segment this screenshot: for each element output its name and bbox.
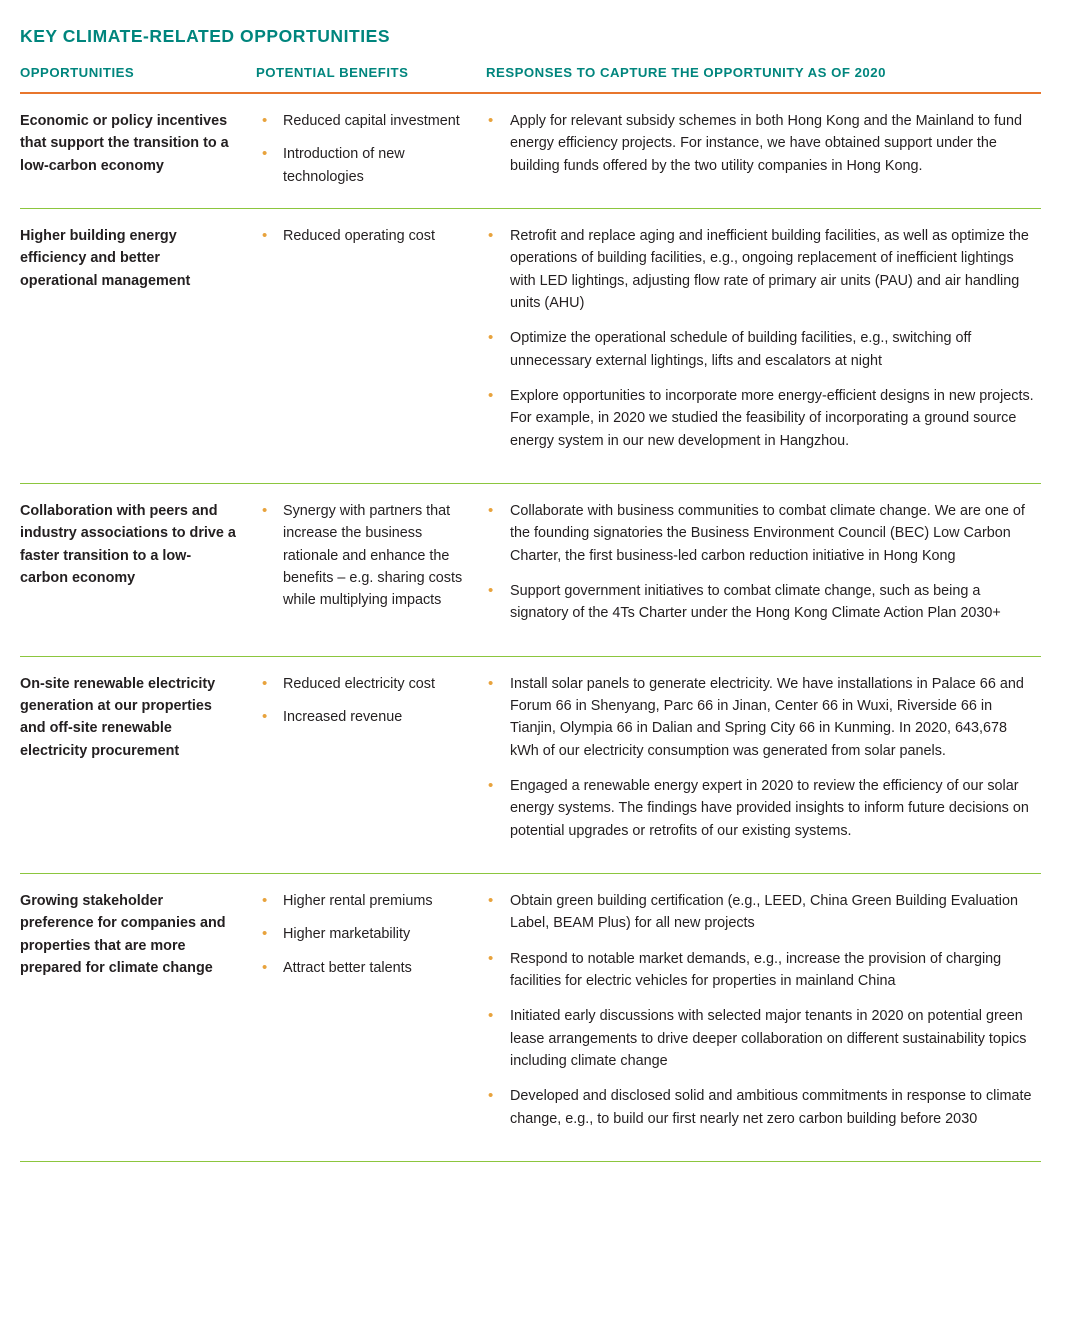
table-row — [20, 208, 1041, 483]
list-item: • Respond to notable market demands, e.g., increase the provision of charging facilities for electric vehicles for properties in mainland China — [482, 948, 1037, 993]
responses-cell — [482, 208, 1041, 483]
list-item: • Install solar panels to generate electricity. We have installations in Palace 66 and Forum 66 in Shenyang, Parc 66 in Jinan, Center 66 in Wuxi, Riverside 66 in Tianjin, Olympia 66 in Dalian and Spring City 66 in Kunming. In 2020, 643,678 kWh of our electricity consumption was generated from solar panels. — [482, 673, 1037, 762]
list-item: • Attract better talents — [256, 957, 464, 979]
table-row — [20, 483, 1041, 656]
potential-benefits-cell — [256, 873, 482, 1161]
table-body — [20, 93, 1041, 1161]
table-header — [20, 65, 1041, 93]
benefits-list — [256, 890, 464, 979]
list-item: • Collaborate with business communities to combat climate change. We are one of the founding signatories the Business Environment Council (BEC) Low Carbon Charter, the first business-led carbon reduction initiative in Hong Kong — [482, 500, 1037, 567]
list-item: • Developed and disclosed solid and ambitious commitments in response to climate change, e.g., to build our first nearly net zero carbon building before 2030 — [482, 1085, 1037, 1130]
responses-cell — [482, 93, 1041, 208]
table-row — [20, 93, 1041, 208]
list-item: • Optimize the operational schedule of building facilities, e.g., switching off unnecessary external lightings, lifts and escalators at night — [482, 327, 1037, 372]
responses-list — [482, 673, 1037, 842]
benefits-list — [256, 110, 464, 188]
responses-list — [482, 225, 1037, 452]
responses-cell — [482, 656, 1041, 873]
responses-cell — [482, 483, 1041, 656]
table-header-row — [20, 65, 1041, 93]
climate-opportunities-table — [20, 65, 1041, 1162]
table-row — [20, 656, 1041, 873]
list-item: • Apply for relevant subsidy schemes in both Hong Kong and the Mainland to fund energy efficiency projects. For instance, we have obtained support under the building funds offered by the two utility companies in Hong Kong. — [482, 110, 1037, 177]
list-item: • Higher rental premiums — [256, 890, 464, 912]
list-item: • Increased revenue — [256, 706, 464, 728]
opportunity-cell: Economic or policy incentives that support the transition to a low-carbon economy — [20, 93, 256, 208]
responses-cell — [482, 873, 1041, 1161]
list-item: • Reduced operating cost — [256, 225, 464, 247]
opportunity-cell: On-site renewable electricity generation at our properties and off-site renewable electricity procurement — [20, 656, 256, 873]
list-item: • Explore opportunities to incorporate more energy-efficient designs in new projects. For example, in 2020 we studied the feasibility of incorporating a ground source energy system in our new development in Hangzhou. — [482, 385, 1037, 452]
column-header-potential-benefits: POTENTIAL BENEFITS — [256, 65, 482, 93]
opportunity-cell: Higher building energy efficiency and better operational management — [20, 208, 256, 483]
potential-benefits-cell — [256, 656, 482, 873]
opportunity-cell: Growing stakeholder preference for companies and properties that are more prepared for climate change — [20, 873, 256, 1161]
benefits-list — [256, 500, 464, 612]
potential-benefits-cell — [256, 93, 482, 208]
column-header-responses: RESPONSES TO CAPTURE THE OPPORTUNITY AS OF 2020 — [482, 65, 1041, 93]
list-item: • Higher marketability — [256, 923, 464, 945]
list-item: • Retrofit and replace aging and inefficient building facilities, as well as optimize the operations of building facilities, e.g., ongoing replacement of inefficient lightings with LED lightings, adjusting flow rate of primary air units (PAU) and air handling units (AHU) — [482, 225, 1037, 314]
potential-benefits-cell — [256, 483, 482, 656]
table-row — [20, 873, 1041, 1161]
column-header-opportunities: OPPORTUNITIES — [20, 65, 256, 93]
list-item: • Synergy with partners that increase the business rationale and enhance the benefits – e.g. sharing costs while multiplying impacts — [256, 500, 464, 612]
list-item: • Initiated early discussions with selected major tenants in 2020 on potential green lease arrangements to drive deeper collaboration on different sustainability topics including climate change — [482, 1005, 1037, 1072]
page-title: KEY CLIMATE-RELATED OPPORTUNITIES — [20, 26, 391, 46]
responses-list — [482, 500, 1037, 625]
benefits-list — [256, 225, 464, 247]
opportunity-cell: Collaboration with peers and industry associations to drive a faster transition to a low-carbon economy — [20, 483, 256, 656]
list-item: • Engaged a renewable energy expert in 2020 to review the efficiency of our solar energy systems. The findings have provided insights to inform future decisions on potential upgrades or retrofits of our existing systems. — [482, 775, 1037, 842]
list-item: • Introduction of new technologies — [256, 143, 464, 188]
benefits-list — [256, 673, 464, 729]
list-item: • Reduced electricity cost — [256, 673, 464, 695]
list-item: • Support government initiatives to combat climate change, such as being a signatory of the 4Ts Charter under the Hong Kong Climate Action Plan 2030+ — [482, 580, 1037, 625]
potential-benefits-cell — [256, 208, 482, 483]
responses-list — [482, 110, 1037, 177]
list-item: • Obtain green building certification (e.g., LEED, China Green Building Evaluation Label, BEAM Plus) for all new projects — [482, 890, 1037, 935]
responses-list — [482, 890, 1037, 1130]
list-item: • Reduced capital investment — [256, 110, 464, 132]
